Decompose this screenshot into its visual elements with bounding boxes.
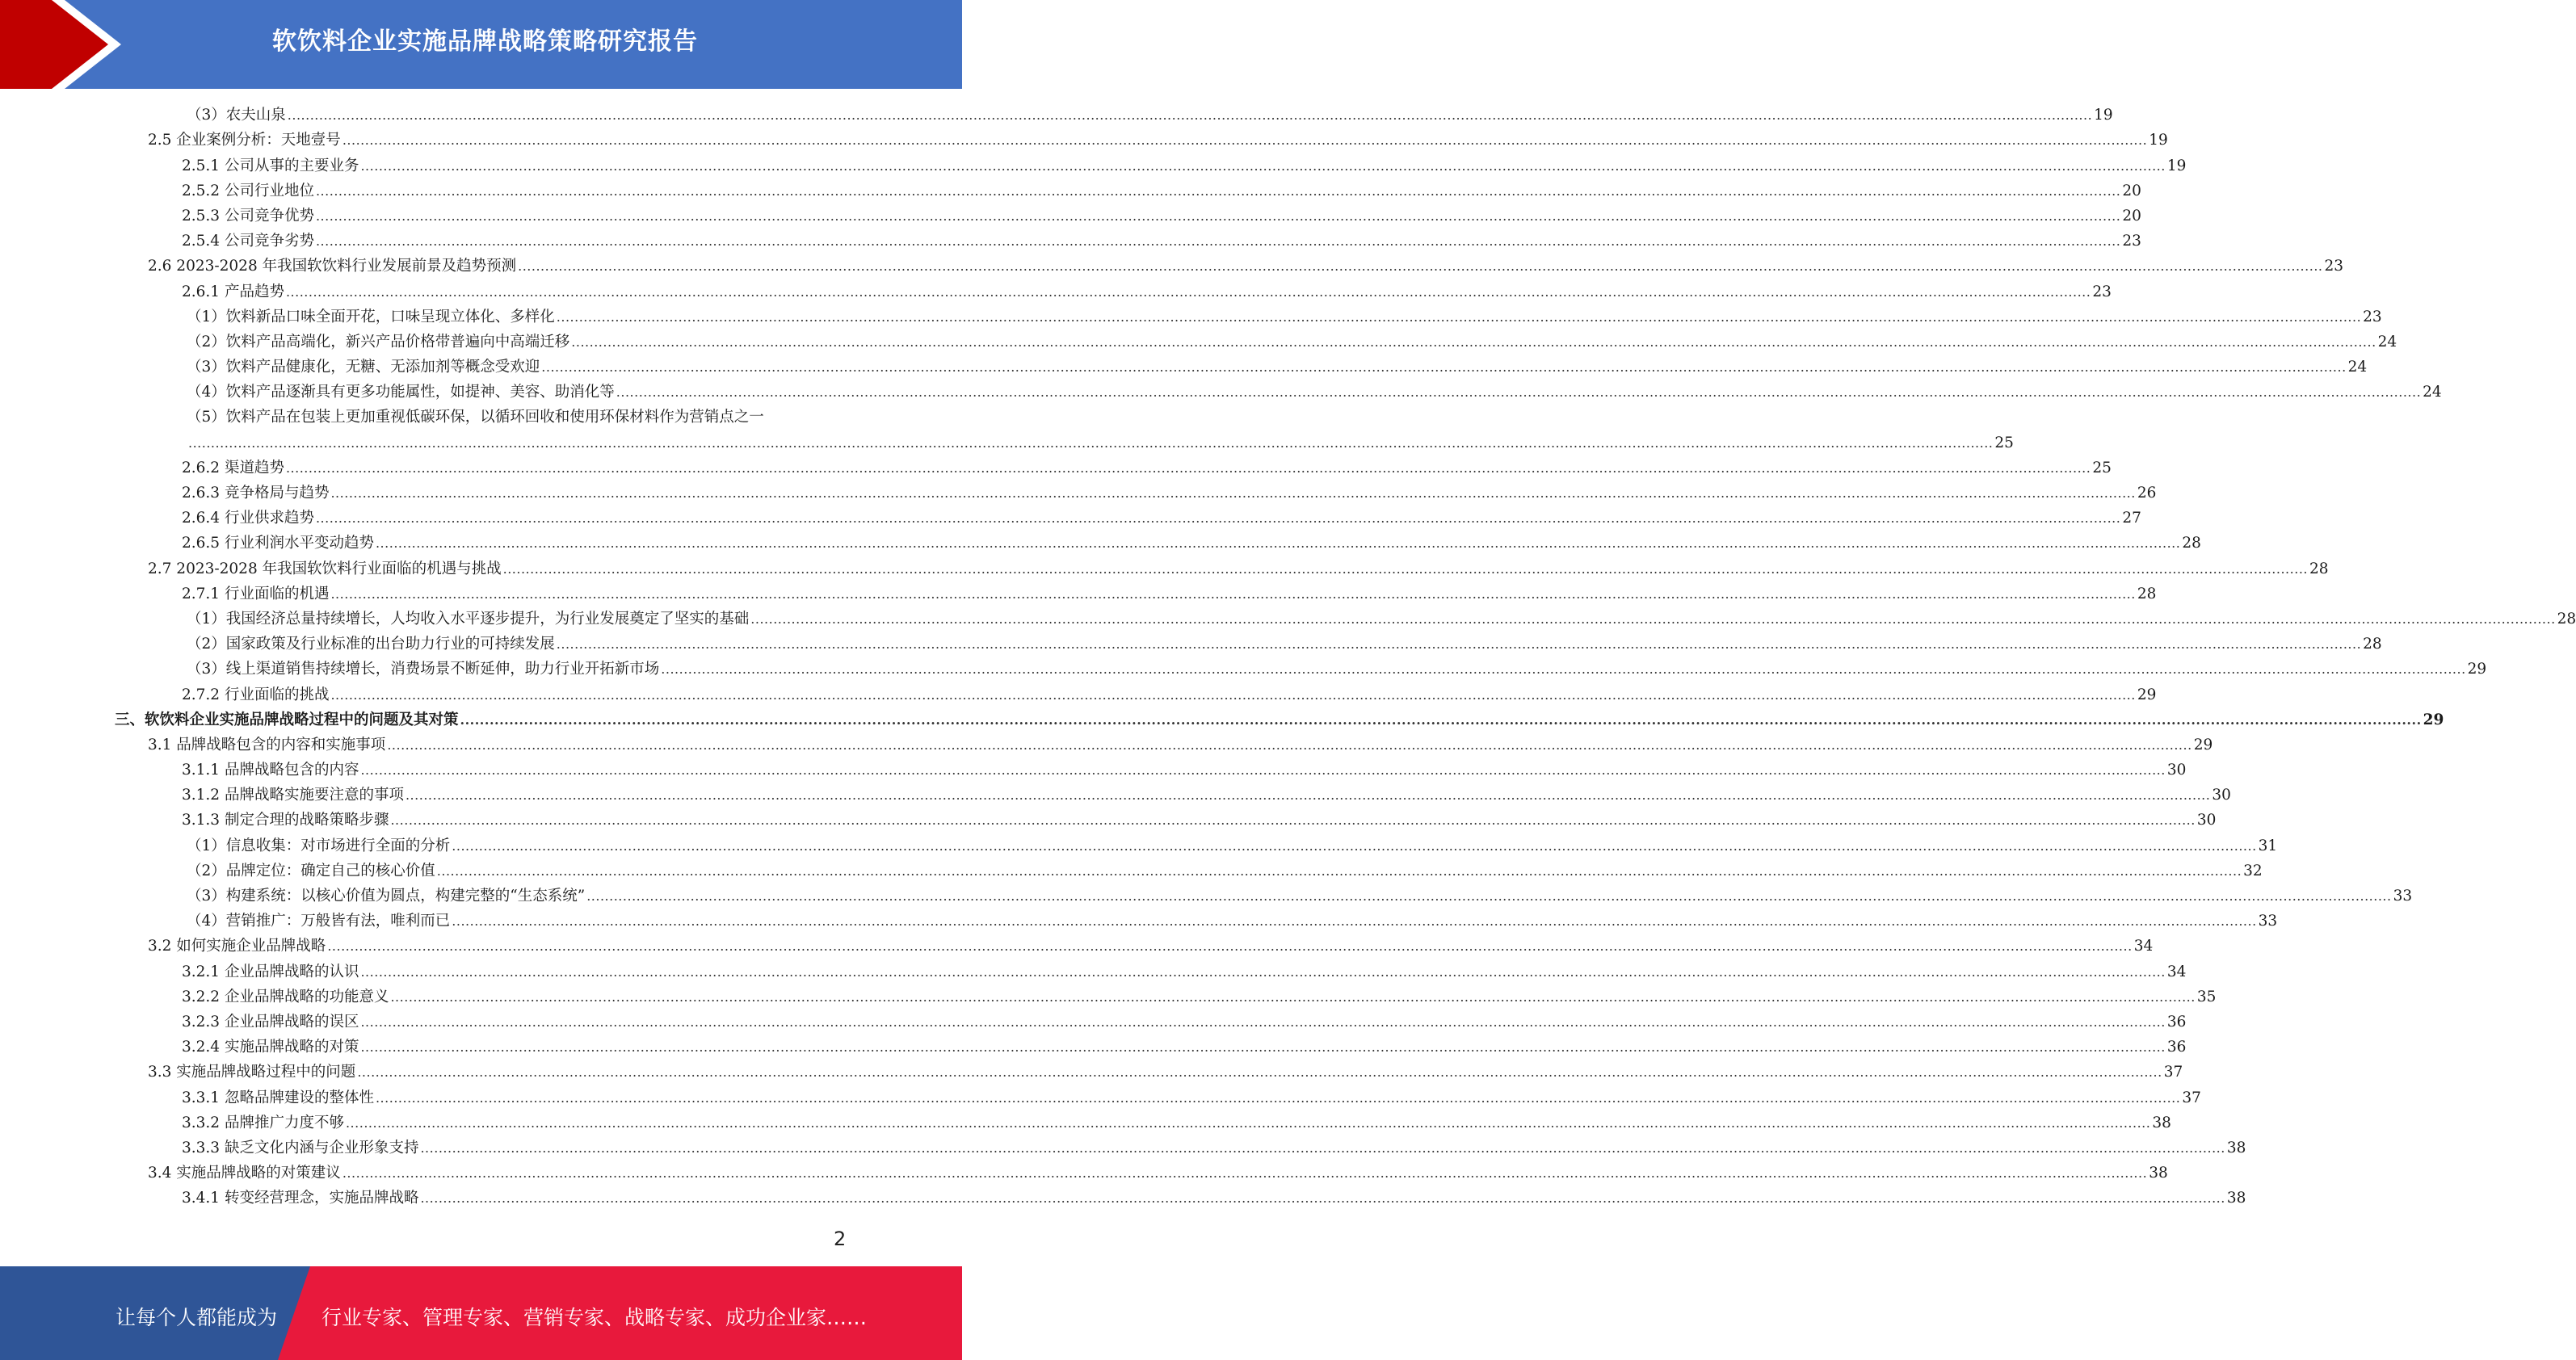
toc-entry-title: （2）品牌定位：确定自己的核心价值 <box>187 862 435 879</box>
toc-entry[interactable] <box>0 1110 2171 1135</box>
toc-entry-page: 25 <box>2092 459 2112 476</box>
toc-entry-title: 2.5.4 公司竞争劣势 <box>182 233 314 250</box>
toc-entry-page: 19 <box>2094 107 2113 124</box>
toc-entry[interactable] <box>0 128 2168 153</box>
toc-leader-dots: ................................................................................................................................................................................................................................................................................................................................................................................................................ <box>315 208 2121 224</box>
toc-entry-page: 38 <box>2226 1139 2246 1156</box>
toc-entry-page: 38 <box>2152 1114 2171 1131</box>
toc-entry-page: 36 <box>2166 1013 2187 1030</box>
toc-entry-title: （2）饮料产品高端化，新兴产品价格带普遍向中高端迁移 <box>187 333 570 350</box>
toc-leader-dots: ................................................................................................................................................................................................................................................................................................................................................................................................................ <box>360 762 2166 779</box>
toc-entry-title: （3）线上渠道销售持续增长，消费场景不断延伸，助力行业开拓新市场 <box>187 661 660 678</box>
toc-entry-title: 2.5.1 公司从事的主要业务 <box>182 157 359 174</box>
toc-entry[interactable] <box>0 229 2141 254</box>
toc-entry-title: （3）农夫山泉 <box>187 107 286 124</box>
toc-entry-page: 29 <box>2423 711 2444 728</box>
toc-entry-title: （4）饮料产品逐渐具有更多功能属性，如提神、美容、助消化等 <box>187 384 615 401</box>
toc-entry[interactable] <box>0 330 2397 355</box>
toc-entry[interactable] <box>0 682 2157 707</box>
toc-entry-title: （2）国家政策及行业标准的出台助力行业的可持续发展 <box>187 636 555 653</box>
toc-entry[interactable] <box>0 1186 2246 1211</box>
toc-leader-dots: ................................................................................................................................................................................................................................................................................................................................................................................................................ <box>571 334 2376 350</box>
toc-entry-page: 35 <box>2196 988 2217 1005</box>
toc-leader-dots: ................................................................................................................................................................................................................................................................................................................................................................................................................ <box>188 434 1994 451</box>
toc-entry-page: 33 <box>2258 913 2278 930</box>
toc-entry[interactable] <box>0 808 2217 833</box>
toc-entry-page: 37 <box>2182 1089 2201 1106</box>
toc-entry[interactable] <box>0 607 2576 632</box>
toc-leader-dots: ................................................................................................................................................................................................................................................................................................................................................................................................................ <box>360 157 2166 174</box>
toc-entry-title: 3.4.1 转变经营理念，实施品牌战略 <box>182 1190 419 1207</box>
toc-entry[interactable] <box>0 1161 2168 1186</box>
toc-entry-title: 2.6.4 行业供求趋势 <box>182 510 314 527</box>
toc-entry[interactable] <box>0 279 2112 304</box>
toc-leader-dots: ................................................................................................................................................................................................................................................................................................................................................................................................................ <box>452 837 2257 854</box>
toc-entry-title: （1）我国经济总量持续增长，人均收入水平逐步提升，为行业发展奠定了坚实的基础 <box>187 610 750 628</box>
toc-entry-page: 33 <box>2393 888 2413 905</box>
toc-entry-page: 20 <box>2122 207 2141 225</box>
toc-entry[interactable] <box>0 909 2278 934</box>
toc-entry-page: 24 <box>2423 384 2442 401</box>
toc-entry-page: 29 <box>2467 661 2487 678</box>
toc-leader-dots: ................................................................................................................................................................................................................................................................................................................................................................................................................ <box>375 1089 2181 1106</box>
toc-entry[interactable] <box>0 732 2213 758</box>
toc-leader-dots: ................................................................................................................................................................................................................................................................................................................................................................................................................ <box>556 636 2362 653</box>
toc-entry[interactable] <box>0 481 2157 506</box>
toc-entry-title: 2.5.3 公司竞争优势 <box>182 207 314 225</box>
toc-entry-page: 38 <box>2149 1165 2168 1182</box>
toc-leader-dots: ................................................................................................................................................................................................................................................................................................................................................................................................................ <box>357 1064 2162 1081</box>
toc-entry[interactable] <box>0 531 2201 556</box>
toc-entry-title: 2.7.1 行业面临的机遇 <box>182 585 330 602</box>
toc-leader-dots: ................................................................................................................................................................................................................................................................................................................................................................................................................ <box>345 1114 2151 1131</box>
toc-entry-title: 3.2.1 企业品牌战略的认识 <box>182 963 359 980</box>
toc-leader-dots: ................................................................................................................................................................................................................................................................................................................................................................................................................ <box>390 989 2196 1005</box>
toc-entry-title: 2.6 2023-2028 年我国软饮料行业发展前景及趋势预测 <box>148 258 517 275</box>
toc-entry-title: 3.1.3 制定合理的战略策略步骤 <box>182 812 389 829</box>
toc-entry-page: 28 <box>2182 535 2201 552</box>
toc-entry[interactable] <box>0 556 2329 581</box>
toc-entry[interactable] <box>0 506 2141 531</box>
toc-entry-title: 3.1 品牌战略包含的内容和实施事项 <box>148 736 386 753</box>
toc-leader-dots: ................................................................................................................................................................................................................................................................................................................................................................................................................ <box>330 686 2136 703</box>
toc-entry-page: 24 <box>2347 359 2368 376</box>
toc-leader-dots: ................................................................................................................................................................................................................................................................................................................................................................................................................ <box>750 611 2556 627</box>
toc-entry-title: 3.1.1 品牌战略包含的内容 <box>182 762 359 779</box>
toc-entry[interactable] <box>0 1010 2187 1035</box>
toc-entry-page: 23 <box>2092 283 2112 300</box>
toc-leader-dots: ................................................................................................................................................................................................................................................................................................................................................................................................................ <box>285 283 2091 300</box>
toc-leader-dots: ................................................................................................................................................................................................................................................................................................................................................................................................................ <box>360 963 2166 980</box>
toc-leader-dots: ................................................................................................................................................................................................................................................................................................................................................................................................................ <box>556 309 2362 325</box>
toc-leader-dots: ................................................................................................................................................................................................................................................................................................................................................................................................................ <box>342 1165 2148 1182</box>
toc-entry-title: 2.5 企业案例分析：天地壹号 <box>148 132 341 149</box>
toc-entry-page: 24 <box>2377 333 2397 350</box>
toc-entry-title: （5）饮料产品在包装上更加重视低碳环保，以循环回收和使用环保材料作为营销点之一 <box>187 409 764 426</box>
footer-slogan-left: 让每个人都能成为 <box>116 1306 278 1329</box>
toc-leader-dots: ................................................................................................................................................................................................................................................................................................................................................................................................................ <box>315 183 2121 199</box>
toc-leader-dots: ................................................................................................................................................................................................................................................................................................................................................................................................................ <box>661 661 2466 678</box>
toc-entry-page: 37 <box>2163 1064 2183 1081</box>
toc-entry[interactable] <box>0 783 2231 808</box>
toc-entry-page: 34 <box>2133 938 2154 955</box>
toc-entry[interactable] <box>0 758 2187 783</box>
page-number: 2 <box>834 1228 847 1250</box>
toc-entry[interactable] <box>0 1085 2201 1110</box>
toc-entry-title: （4）营销推广：万般皆有法，唯利而已 <box>187 913 451 930</box>
toc-entry[interactable] <box>0 707 2444 732</box>
toc-entry-page: 36 <box>2166 1039 2187 1056</box>
toc-entry[interactable] <box>0 103 2113 128</box>
toc-entry[interactable] <box>0 833 2278 858</box>
toc-entry[interactable] <box>0 858 2263 884</box>
toc-leader-dots: ................................................................................................................................................................................................................................................................................................................................................................................................................ <box>436 863 2242 879</box>
toc-entry[interactable] <box>0 657 2487 682</box>
toc-entry-page: 29 <box>2137 686 2157 703</box>
toc-leader-dots: ................................................................................................................................................................................................................................................................................................................................................................................................................ <box>541 359 2347 376</box>
toc-entry-page: 23 <box>2324 258 2344 275</box>
toc-entry-title: 3.2.4 实施品牌战略的对策 <box>182 1039 359 1056</box>
toc-entry-title: 3.3.3 缺乏文化内涵与企业形象支持 <box>182 1139 419 1156</box>
toc-leader-dots: ................................................................................................................................................................................................................................................................................................................................................................................................................ <box>390 812 2196 829</box>
toc-leader-dots: ................................................................................................................................................................................................................................................................................................................................................................................................................ <box>502 560 2308 577</box>
toc-entry-title: 2.7 2023-2028 年我国软饮料行业面临的机遇与挑战 <box>148 560 502 577</box>
toc-leader-dots: ................................................................................................................................................................................................................................................................................................................................................................................................................ <box>327 938 2133 955</box>
toc-entry[interactable] <box>0 632 2382 657</box>
toc-entry-page: 28 <box>2363 636 2382 653</box>
toc-entry[interactable] <box>0 1035 2187 1060</box>
toc-entry-title: 3.4 实施品牌战略的对策建议 <box>148 1165 341 1182</box>
toc-leader-dots: ................................................................................................................................................................................................................................................................................................................................................................................................................ <box>360 1014 2166 1030</box>
toc-leader-dots: ................................................................................................................................................................................................................................................................................................................................................................................................................ <box>360 1039 2166 1056</box>
report-title: 软饮料企业实施品牌战略策略研究报告 <box>272 27 698 56</box>
toc-entry-title: 3.1.2 品牌战略实施要注意的事项 <box>182 787 404 804</box>
toc-entry-title: 3.2 如何实施企业品牌战略 <box>148 938 326 955</box>
toc-entry[interactable] <box>0 153 2187 178</box>
toc-leader-dots: ................................................................................................................................................................................................................................................................................................................................................................................................................ <box>315 510 2121 527</box>
toc-leader-dots: ................................................................................................................................................................................................................................................................................................................................................................................................................ <box>420 1140 2225 1156</box>
toc-leader-dots: ................................................................................................................................................................................................................................................................................................................................................................................................................ <box>387 737 2192 753</box>
toc-leader-dots: ................................................................................................................................................................................................................................................................................................................................................................................................................ <box>315 233 2121 250</box>
toc-leader-dots: ................................................................................................................................................................................................................................................................................................................................................................................................................ <box>518 258 2323 275</box>
toc-entry-title: （3）饮料产品健康化，无糖、无添加剂等概念受欢迎 <box>187 359 540 376</box>
toc-entry-title: 2.6.5 行业利润水平变动趋势 <box>182 535 374 552</box>
toc-entry-page: 31 <box>2258 837 2278 854</box>
toc-entry-page: 26 <box>2137 485 2157 502</box>
footer-slogan-right: 行业专家、管理专家、营销专家、战略专家、成功企业家…… <box>321 1306 868 1329</box>
toc-leader-dots: ................................................................................................................................................................................................................................................................................................................................................................................................................ <box>616 384 2422 401</box>
toc-entry[interactable] <box>0 304 2382 330</box>
toc-leader-dots: ................................................................................................................................................................................................................................................................................................................................................................................................................ <box>405 787 2211 804</box>
toc-entry-title: 3.3.2 品牌推广力度不够 <box>182 1114 344 1131</box>
toc-entry-page: 28 <box>2309 560 2329 577</box>
toc-entry-page: 34 <box>2166 963 2187 980</box>
toc-entry[interactable] <box>0 1060 2183 1085</box>
toc-entry-page: 19 <box>2149 132 2168 149</box>
toc-entry[interactable] <box>0 455 2112 481</box>
toc-entry-title: 三、软饮料企业实施品牌战略过程中的问题及其对策 <box>115 711 459 728</box>
toc-entry-page: 27 <box>2122 510 2141 527</box>
toc-entry-title: 3.3.1 忽略品牌建设的整体性 <box>182 1089 374 1106</box>
toc-leader-dots: ................................................................................................................................................................................................................................................................................................................................................................................................................ <box>330 586 2136 602</box>
toc-entry-title: 2.7.2 行业面临的挑战 <box>182 686 330 703</box>
table-of-contents <box>0 103 2576 1211</box>
toc-entry[interactable] <box>0 405 840 430</box>
toc-entry[interactable] <box>0 254 2344 279</box>
toc-entry-page: 30 <box>2212 787 2231 804</box>
toc-entry-page: 25 <box>1994 434 2014 451</box>
toc-entry-page: 30 <box>2166 762 2187 779</box>
toc-entry-page: 30 <box>2196 812 2217 829</box>
toc-leader-dots: ................................................................................................................................................................................................................................................................................................................................................................................................................ <box>460 711 2422 728</box>
toc-entry[interactable] <box>0 204 2141 229</box>
toc-entry[interactable] <box>0 934 2154 959</box>
toc-entry-title: 2.6.2 渠道趋势 <box>182 459 284 476</box>
toc-entry[interactable] <box>0 884 2413 909</box>
toc-entry-title: 3.2.2 企业品牌战略的功能意义 <box>182 988 389 1005</box>
toc-leader-dots: ................................................................................................................................................................................................................................................................................................................................................................................................................ <box>285 460 2091 476</box>
toc-entry-title: 2.5.2 公司行业地位 <box>182 182 314 199</box>
toc-leader-dots: ................................................................................................................................................................................................................................................................................................................................................................................................................ <box>287 107 2093 124</box>
toc-entry-page: 38 <box>2226 1190 2246 1207</box>
toc-entry-page: 28 <box>2137 585 2157 602</box>
toc-leader-dots: ................................................................................................................................................................................................................................................................................................................................................................................................................ <box>420 1190 2225 1207</box>
toc-entry-title: （1）信息收集：对市场进行全面的分析 <box>187 837 451 854</box>
toc-entry-page: 29 <box>2193 736 2213 753</box>
toc-entry[interactable] <box>0 380 2442 405</box>
page-header <box>0 0 962 89</box>
toc-leader-dots: ................................................................................................................................................................................................................................................................................................................................................................................................................ <box>452 913 2257 930</box>
toc-entry[interactable] <box>0 178 2141 204</box>
page-footer <box>0 1266 962 1360</box>
toc-entry-page: 23 <box>2363 308 2382 325</box>
toc-entry-page: 32 <box>2243 862 2263 879</box>
toc-leader-dots: ................................................................................................................................................................................................................................................................................................................................................................................................................ <box>330 485 2136 501</box>
toc-entry-title: 3.3 实施品牌战略过程中的问题 <box>148 1064 356 1081</box>
toc-entry[interactable] <box>0 1135 2246 1161</box>
toc-leader-dots: ................................................................................................................................................................................................................................................................................................................................................................................................................ <box>342 132 2148 149</box>
toc-entry-continuation[interactable] <box>0 430 2014 455</box>
toc-leader-dots: ................................................................................................................................................................................................................................................................................................................................................................................................................ <box>375 535 2181 552</box>
toc-entry[interactable] <box>0 355 2368 380</box>
toc-entry-title: 2.6.1 产品趋势 <box>182 283 284 300</box>
toc-entry[interactable] <box>0 581 2157 607</box>
toc-entry-page: 19 <box>2166 157 2187 174</box>
toc-entry-page: 28 <box>2557 610 2576 628</box>
toc-leader-dots: ................................................................................................................................................................................................................................................................................................................................................................................................................ <box>586 888 2392 904</box>
toc-entry-page: 23 <box>2122 233 2141 250</box>
toc-entry-title: （3）构建系统：以核心价值为圆点，构建完整的“生态系统” <box>187 888 586 905</box>
toc-entry-page: 20 <box>2122 182 2141 199</box>
toc-entry-title: 3.2.3 企业品牌战略的误区 <box>182 1013 359 1030</box>
toc-entry[interactable] <box>0 984 2217 1010</box>
toc-entry-title: （1）饮料新品口味全面开花，口味呈现立体化、多样化 <box>187 308 555 325</box>
toc-entry[interactable] <box>0 959 2187 984</box>
toc-entry-title: 2.6.3 竞争格局与趋势 <box>182 485 330 502</box>
